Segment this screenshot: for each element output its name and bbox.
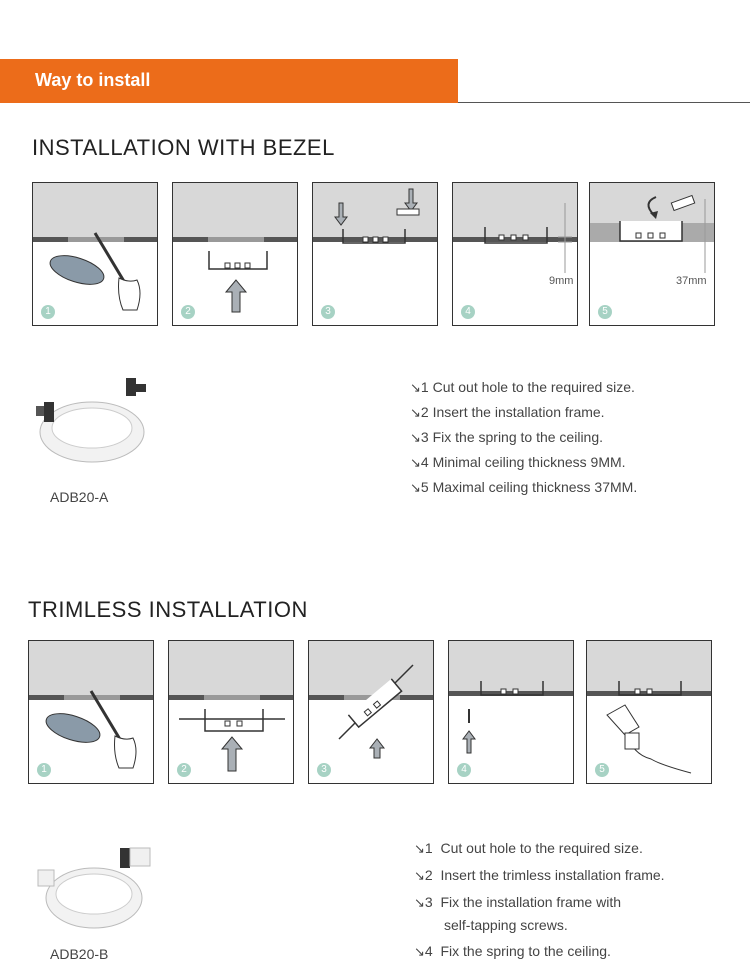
step-badge: 1 (41, 305, 55, 319)
bezel-panel-3 (312, 182, 438, 326)
product-label: ADB20-B (50, 946, 109, 962)
bezel-panel-4 (452, 182, 578, 326)
step-badge: 1 (37, 763, 51, 777)
measure-label: 9mm (549, 275, 574, 287)
bezel-panel-1 (32, 182, 158, 326)
bezel-panel-2 (172, 182, 298, 326)
step-badge: 5 (595, 763, 609, 777)
plaster-finish-icon (587, 641, 712, 784)
step-badge: 2 (181, 305, 195, 319)
trimless-panel-4 (448, 640, 574, 784)
trimless-panel-2 (168, 640, 294, 784)
bezel-panel-5 (589, 182, 715, 326)
screw-fix-icon (449, 641, 574, 784)
insert-trimless-frame-icon (169, 641, 294, 784)
cut-hole-saw-icon (33, 183, 158, 326)
min-thickness-icon (453, 183, 578, 326)
fix-spring-icon (313, 183, 438, 326)
step-badge: 4 (461, 305, 475, 319)
trimless-section-title: TRIMLESS INSTALLATION (28, 597, 308, 622)
banner-title: Way to install (35, 70, 151, 90)
list-item: ↘1 Cut out hole to the required size. (414, 840, 643, 856)
cut-hole-saw-icon (29, 641, 154, 784)
product-frame-image (32, 376, 162, 472)
list-item: ↘5 Maximal ceiling thickness 37MM. (410, 479, 638, 495)
step-badge: 2 (177, 763, 191, 777)
measure-label: 37mm (676, 275, 707, 287)
list-item: ↘4 Minimal ceiling thickness 9MM. (410, 454, 626, 470)
section-banner (0, 59, 458, 103)
product-frame-image (30, 842, 160, 938)
step-badge: 5 (598, 305, 612, 319)
list-item: self-tapping screws. (444, 917, 568, 933)
tilt-frame-icon (309, 641, 434, 784)
product-label: ADB20-A (50, 489, 109, 505)
trimless-panel-1 (28, 640, 154, 784)
insert-frame-icon (173, 183, 298, 326)
bezel-step-list (410, 379, 637, 504)
list-item: ↘3 Fix the installation frame with (414, 894, 622, 910)
trimless-panel-3 (308, 640, 434, 784)
list-item: ↘3 Fix the spring to the ceiling. (410, 429, 604, 445)
list-item: ↘2 Insert the installation frame. (410, 404, 605, 420)
step-badge: 3 (321, 305, 335, 319)
trimless-panel-5 (586, 640, 712, 784)
banner-divider (458, 102, 750, 103)
max-thickness-icon (590, 183, 715, 326)
step-badge: 3 (317, 763, 331, 777)
trimless-step-list (414, 840, 665, 968)
bezel-section-title: INSTALLATION WITH BEZEL (32, 135, 335, 160)
list-item: ↘4 Fix the spring to the ceiling. (414, 943, 611, 959)
step-badge: 4 (457, 763, 471, 777)
list-item: ↘2 Insert the trimless installation frame. (414, 867, 665, 883)
list-item: ↘1 Cut out hole to the required size. (410, 379, 635, 395)
